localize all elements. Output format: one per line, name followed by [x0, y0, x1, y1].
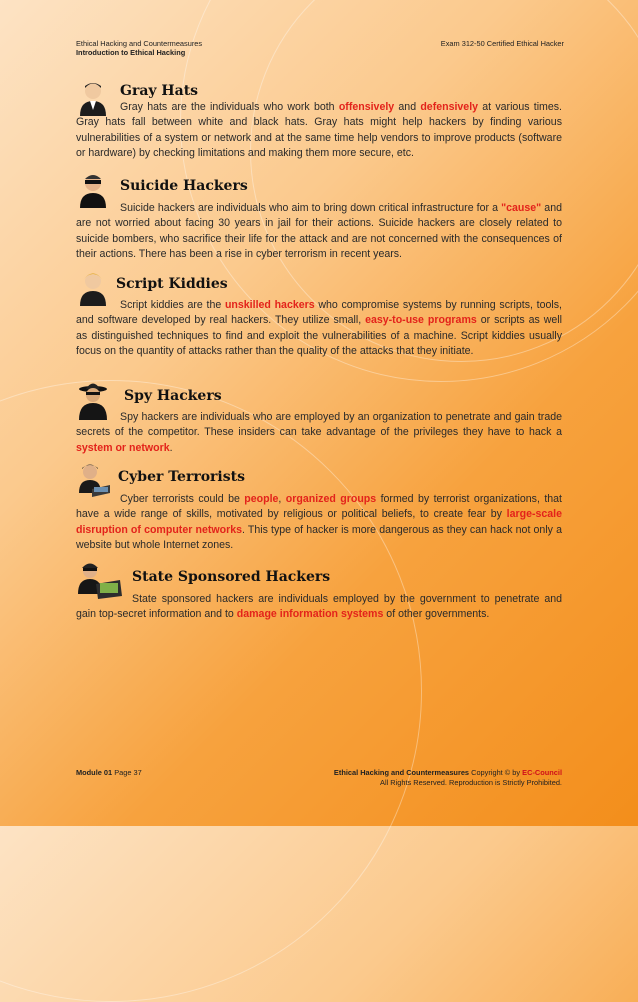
page-header-left: [76, 39, 202, 57]
section-title: State Sponsored Hackers: [132, 569, 331, 585]
page-footer-left: [76, 768, 142, 777]
body-text: of other governments.: [383, 608, 490, 621]
header-exam-title: Exam 312-50 Certified Ethical Hacker: [440, 39, 564, 48]
section-title: Spy Hackers: [124, 388, 222, 404]
section-title: Suicide Hackers: [120, 178, 248, 194]
body-text: State sponsored hackers are individuals employed by the government to penetrate and gain top-secret information and to: [76, 593, 562, 621]
highlight-text: "cause": [501, 202, 542, 214]
body-text: and: [394, 101, 421, 113]
section-title: Gray Hats: [120, 83, 199, 99]
footer-copyright: Copyright © by: [471, 768, 521, 777]
body-text: Suicide hackers are individuals who aim to bring down critical infrastructure for a: [120, 202, 502, 214]
highlight-text: damage information systems: [236, 608, 384, 621]
section-suicide-hackers: [76, 172, 562, 263]
body-text: formed by terrorist organizations, that have a wide range of skills, motivated by religious or political beliefs, to create fear by: [76, 493, 562, 521]
highlight-text: organized groups: [285, 493, 377, 505]
body-text: Gray hats are the individuals who work both: [120, 101, 339, 113]
footer-page: Page 37: [114, 768, 142, 777]
footer-module: Module 01: [76, 768, 113, 777]
body-text: . This type of hacker is more dangerous as they can hack not only a website but whole Internet zones.: [76, 523, 563, 552]
body-text: or scripts as well as distinguished techniques to find and exploit the vulnerabilities of a machine. Script kiddies usually focus on the quantity of attacks rather than the quality of the attacks that they initiate.: [76, 314, 562, 358]
body-text: Spy hackers are individuals who are employed by an organization to penetrate and gain trade secrets of the competitor. These insiders can take advantage of the privileges they have to hack a: [76, 411, 562, 439]
section-title: Cyber Terrorists: [118, 469, 245, 485]
body-text: ,: [278, 493, 286, 505]
highlight-text: unskilled hackers: [224, 299, 315, 311]
state-sponsored-hacker-icon: [76, 562, 124, 600]
highlight-text: people: [244, 493, 279, 505]
section-title: Script Kiddies: [116, 276, 228, 292]
section-cyber-terrorists: [76, 463, 562, 554]
highlight-text: system or network: [76, 441, 170, 454]
body-text: Script kiddies are the: [120, 299, 225, 311]
section-state-sponsored-hackers: [76, 562, 562, 623]
highlight-text: defensively: [420, 101, 479, 113]
gray-hat-person-icon: [76, 80, 110, 116]
section-gray-hats: [76, 80, 562, 162]
section-script-kiddies: [76, 270, 562, 360]
cyber-terrorist-icon: [76, 463, 112, 501]
highlight-text: large-scale disruption of computer networks: [76, 508, 562, 536]
header-course-title: Ethical Hacking and Countermeasures: [76, 39, 203, 48]
body-text: at various times. Gray hats fall between white and black hats. Gray hats might help hackers by finding various vulnerabilities of a system or network and at the same time help vendors to improve products (software or hardware) by checking limitations and making them more secure, etc.: [76, 101, 563, 160]
spy-hacker-icon: [76, 380, 110, 420]
body-text: Cyber terrorists could be: [120, 493, 245, 505]
footer-course: Ethical Hacking and Countermeasures: [333, 768, 470, 777]
section-spy-hackers: [76, 380, 562, 456]
body-text: who compromise systems by running scripts, tools, and software developed by real hackers. They utilize small,: [76, 299, 562, 327]
header-module-title: Introduction to Ethical Hacking: [76, 48, 186, 57]
body-text: .: [169, 441, 173, 454]
ec-council-brand: EC-Council: [522, 768, 562, 777]
footer-rights: All Rights Reserved. Reproduction is Strictly Prohibited.: [380, 778, 562, 787]
suicide-hacker-icon: [76, 172, 110, 208]
highlight-text: offensively: [338, 101, 395, 113]
page-footer-right: [334, 768, 562, 788]
body-text: and are not worried about facing 30 years in jail for their actions. Suicide hackers are closely related to suicide bombers, who sacrifice their life for the attack and are not concerned with the consequences of their actions. There has been a rise in cyber terrorism in recent years.: [76, 202, 562, 261]
highlight-text: easy-to-use programs: [365, 314, 477, 327]
script-kiddie-icon: [76, 270, 110, 306]
